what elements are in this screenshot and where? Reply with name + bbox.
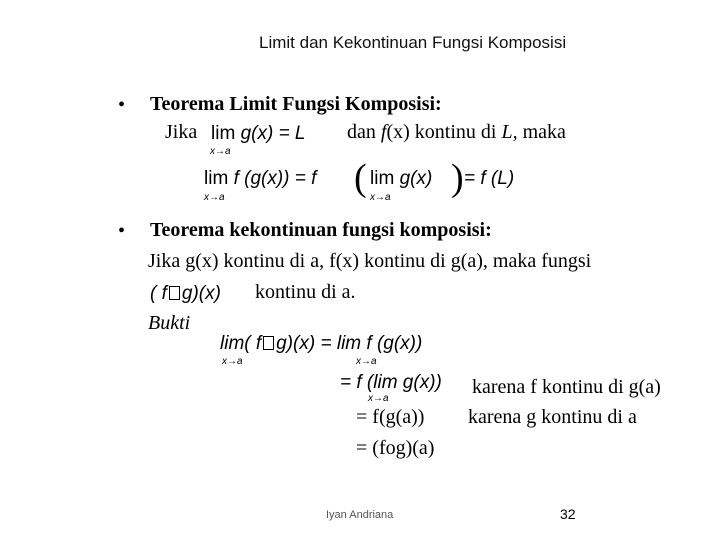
formula-lhs-lim: lim (204, 168, 229, 189)
section1-jika: Jika (165, 121, 198, 143)
proof-line1 (220, 333, 422, 355)
slide-title: Limit dan Kekontinuan Fungsi Komposisi (259, 33, 567, 52)
cond-f: f (380, 121, 387, 143)
bullet-1: • (118, 94, 126, 116)
proof-line3: = f(g(a)) (356, 406, 425, 428)
cond-lim (211, 123, 306, 145)
formula-lhs-sub: x→a (204, 192, 225, 203)
cond-text-pre: dan (347, 121, 381, 143)
section2-line1: Jika g(x) kontinu di a, f(x) kontinu di g(a), maka fungsi (148, 250, 592, 272)
proof-lim1: lim( f (220, 333, 262, 354)
proof-sub1: x→a (222, 356, 243, 367)
proof-line4: = (fog)(a) (356, 437, 435, 459)
proof-sub2: x→a (356, 356, 377, 367)
bullet-2: • (118, 220, 126, 242)
bukti-label: Bukti (148, 312, 191, 334)
section1-heading: Teorema Limit Fungsi Komposisi: (150, 93, 442, 115)
footer-author: Iyan Andriana (326, 509, 394, 521)
proof-reason2: karena g kontinu di a (468, 406, 637, 428)
formula-inner-expr: g(x) (399, 168, 433, 189)
formula-lhs-expr: f (g(x)) = f (233, 168, 317, 189)
composite-function (150, 283, 221, 305)
page-number: 32 (560, 506, 576, 522)
cond-L: L (501, 121, 513, 143)
formula-lhs (204, 168, 316, 190)
section2-line2: kontinu di a. (255, 281, 356, 303)
proof-reason1: karena f kontinu di g(a) (472, 376, 661, 398)
compose-symbol (169, 286, 180, 300)
section1-condition-text (347, 121, 566, 144)
formula-inner-lim: lim (370, 168, 395, 189)
cond-lim-word: lim (211, 123, 236, 144)
cond-lim-expr: g(x) = L (240, 123, 306, 144)
cond-lim-sub: x→a (210, 146, 231, 157)
formula-inner (370, 168, 432, 190)
proof-line2: = f (lim g(x)) (340, 372, 442, 393)
cond-text-mid: kontinu di (409, 121, 502, 143)
cond-text-post: , maka (512, 121, 566, 143)
proof-compose-symbol (263, 336, 274, 350)
formula-right-paren: ) (451, 157, 464, 199)
proof-sub3: x→a (368, 393, 389, 404)
formula-inner-sub: x→a (370, 192, 391, 203)
comp-pre: ( f (150, 283, 167, 304)
formula-rhs: = f (L) (464, 168, 515, 189)
section2-heading: Teorema kekontinuan fungsi komposisi: (150, 219, 492, 241)
comp-post: g)(x) (181, 283, 221, 304)
cond-x: (x) (386, 121, 410, 143)
formula-left-paren: ( (354, 157, 367, 199)
proof-lim1-post: g)(x) = lim f (g(x)) (276, 333, 423, 354)
